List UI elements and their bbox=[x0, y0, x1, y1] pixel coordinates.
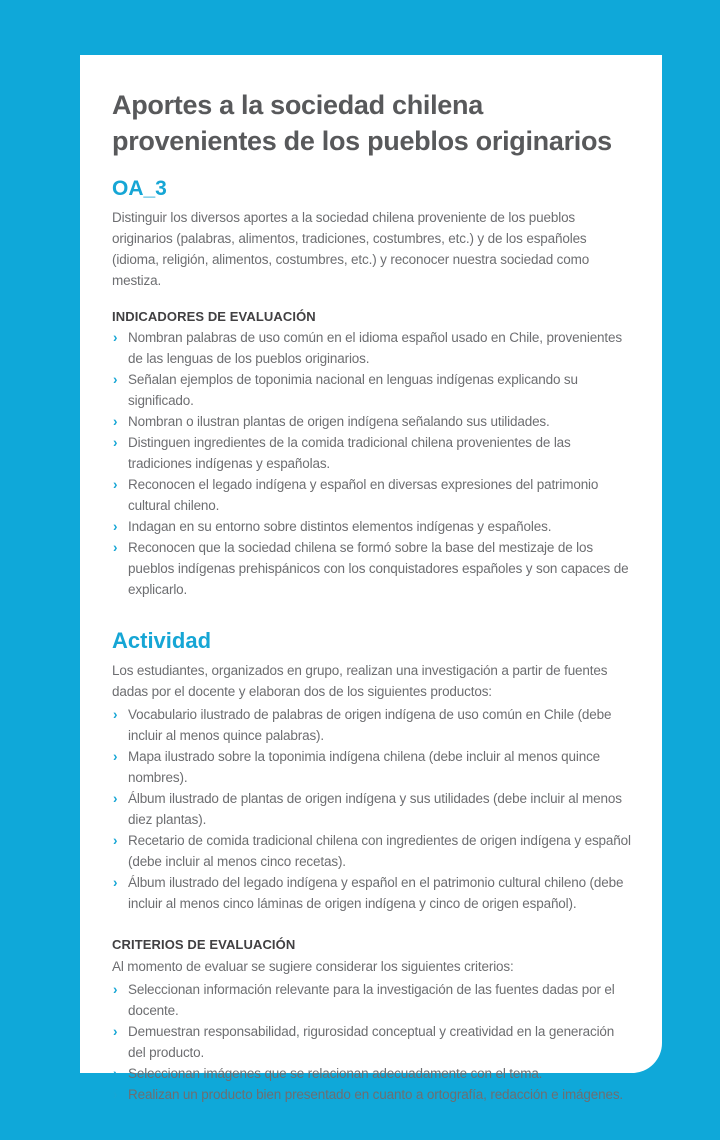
list-item-text: Vocabulario ilustrado de palabras de origen indígena de uso común en Chile (debe incluir al menos quince palabras). bbox=[128, 707, 612, 743]
list-item bbox=[112, 411, 634, 432]
list-item bbox=[112, 872, 634, 914]
list-item bbox=[112, 979, 634, 1021]
list-item bbox=[112, 1084, 634, 1105]
list-item-text: Álbum ilustrado del legado indígena y español en el patrimonio cultural chileno (debe incluir al menos cinco láminas de origen indígena y cinco de origen español). bbox=[128, 875, 624, 911]
activity-intro: Los estudiantes, organizados en grupo, realizan una investigación a partir de fuentes dadas por el docente y elaboran dos de los siguientes productos: bbox=[112, 663, 608, 699]
list-item-text: Reconocen que la sociedad chilena se formó sobre la base del mestizaje de los pueblos indígenas prehispánicos con los conquistadores españoles y son capaces de explicarlo. bbox=[128, 540, 629, 597]
activity-list bbox=[112, 704, 634, 914]
list-item-text: Nombran o ilustran plantas de origen indígena señalando sus utilidades. bbox=[128, 414, 550, 429]
list-item-text: Distinguen ingredientes de la comida tradicional chilena provenientes de las tradiciones indígenas y españolas. bbox=[128, 435, 571, 471]
oa-label: OA_3 bbox=[112, 177, 167, 200]
bullet-arrow-icon: › bbox=[113, 540, 118, 555]
list-item bbox=[112, 746, 634, 788]
list-item-text: Álbum ilustrado de plantas de origen indígena y sus utilidades (debe incluir al menos diez plantas). bbox=[128, 791, 622, 827]
criteria-heading: CRITERIOS DE EVALUACIÓN bbox=[112, 937, 296, 952]
criteria-intro: Al momento de evaluar se sugiere considerar los siguientes criterios: bbox=[112, 959, 514, 974]
list-item bbox=[112, 830, 634, 872]
list-item bbox=[112, 474, 634, 516]
bullet-arrow-icon: › bbox=[113, 330, 118, 345]
list-item-text: Seleccionan información relevante para la investigación de las fuentes dadas por el docente. bbox=[128, 982, 615, 1018]
page-title-line2: provenientes de los pueblos originarios bbox=[112, 126, 612, 156]
content-card bbox=[80, 55, 662, 1102]
bullet-arrow-icon: › bbox=[113, 875, 118, 890]
list-item-text: Recetario de comida tradicional chilena con ingredientes de origen indígena y español (debe incluir al menos cinco recetas). bbox=[128, 833, 631, 869]
page-title-line1: Aportes a la sociedad chilena bbox=[112, 90, 483, 120]
list-item bbox=[112, 516, 634, 537]
list-item-text: Mapa ilustrado sobre la toponimia indígena chilena (debe incluir al menos quince nombres). bbox=[128, 749, 601, 785]
list-item-text: Demuestran responsabilidad, rigurosidad conceptual y creatividad en la generación del producto. bbox=[128, 1024, 615, 1060]
list-item-text: Seleccionan imágenes que se relacionan adecuadamente con el tema. bbox=[128, 1066, 543, 1081]
list-item bbox=[112, 704, 634, 746]
bullet-arrow-icon: › bbox=[113, 1087, 118, 1102]
list-item bbox=[112, 432, 634, 474]
page-title bbox=[112, 87, 634, 159]
indicators-list bbox=[112, 327, 634, 600]
bullet-arrow-icon: › bbox=[113, 982, 118, 997]
list-item-text: Reconocen el legado indígena y español en diversas expresiones del patrimonio cultural chileno. bbox=[128, 477, 599, 513]
bullet-arrow-icon: › bbox=[113, 749, 118, 764]
list-item bbox=[112, 327, 634, 369]
activity-heading: Actividad bbox=[112, 628, 212, 653]
indicators-heading: INDICADORES DE EVALUACIÓN bbox=[112, 309, 316, 324]
bullet-arrow-icon: › bbox=[113, 833, 118, 848]
list-item bbox=[112, 369, 634, 411]
oa-description: Distinguir los diversos aportes a la sociedad chilena proveniente de los pueblos originarios (palabras, alimentos, tradiciones, costumbres, etc.) y de los españoles (idioma, religión, alimentos, costumbres, etc.) y reconocer nuestra sociedad como mestiza. bbox=[112, 210, 590, 288]
list-item bbox=[112, 1063, 634, 1084]
bullet-arrow-icon: › bbox=[113, 414, 118, 429]
list-item-text: Señalan ejemplos de toponimia nacional en lenguas indígenas explicando su significado. bbox=[128, 372, 578, 408]
list-item-text: Realizan un producto bien presentado en cuanto a ortografía, redacción e imágenes. bbox=[128, 1087, 624, 1102]
card-content bbox=[80, 55, 662, 1105]
bullet-arrow-icon: › bbox=[113, 519, 118, 534]
bullet-arrow-icon: › bbox=[113, 1024, 118, 1039]
bullet-arrow-icon: › bbox=[113, 707, 118, 722]
list-item-text: Nombran palabras de uso común en el idioma español usado en Chile, provenientes de las lenguas de los pueblos originarios. bbox=[128, 330, 622, 366]
list-item bbox=[112, 537, 634, 600]
bullet-arrow-icon: › bbox=[113, 791, 118, 806]
bullet-arrow-icon: › bbox=[113, 477, 118, 492]
list-item bbox=[112, 788, 634, 830]
bullet-arrow-icon: › bbox=[113, 435, 118, 450]
list-item-text: Indagan en su entorno sobre distintos elementos indígenas y españoles. bbox=[128, 519, 552, 534]
bullet-arrow-icon: › bbox=[113, 1066, 118, 1081]
list-item bbox=[112, 1021, 634, 1063]
bullet-arrow-icon: › bbox=[113, 372, 118, 387]
criteria-list bbox=[112, 979, 634, 1105]
